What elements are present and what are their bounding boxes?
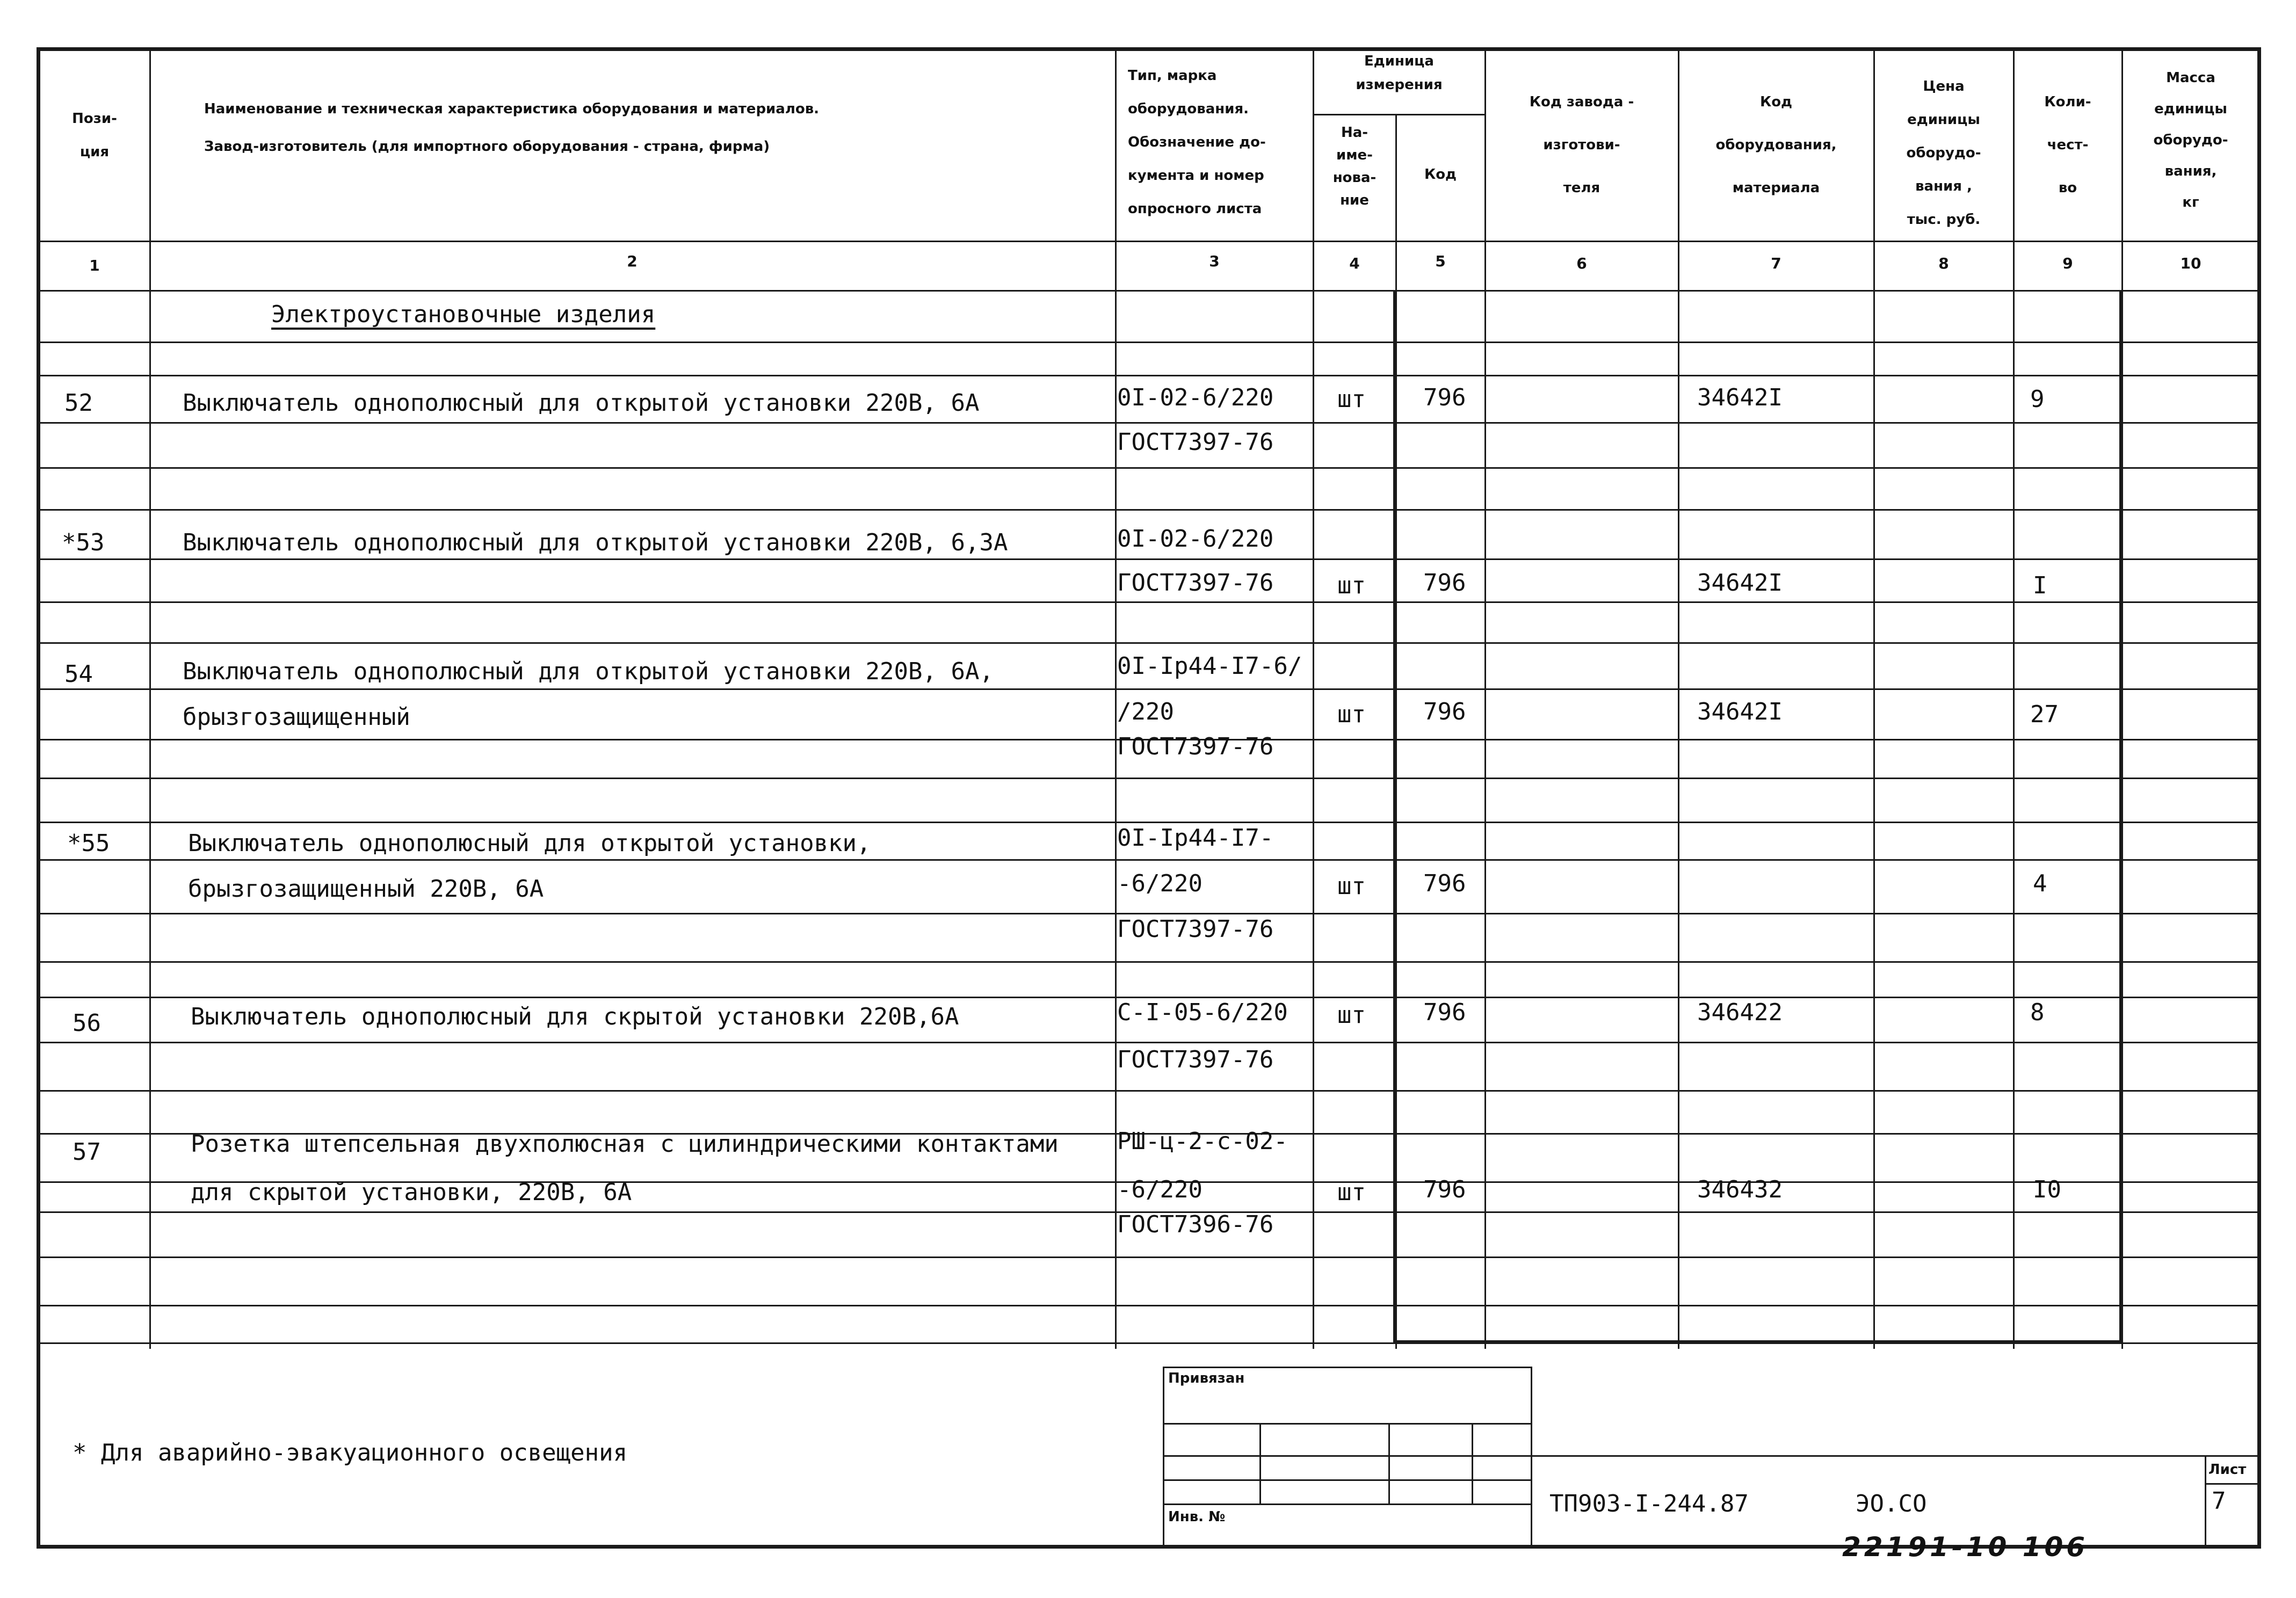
header-line: кг [2182,194,2199,210]
header-line: Код [1424,166,1457,183]
row-line [37,642,2261,644]
row-position: 56 [73,1009,101,1037]
row-name: брызгозащищенный [183,703,410,731]
row-line [37,601,2261,603]
header-line: Обозначение до- [1128,134,1266,150]
header-line: единицы [1907,112,1980,128]
header-quantity [2015,81,2120,209]
row-type: 0I-Iр44-I7-6/ [1117,652,1302,680]
header-name [204,90,1106,165]
doc-mark: ЭО.СО [1856,1490,1927,1517]
header-unit-group [1315,49,1483,97]
doc-block-top-line [1531,1455,2261,1457]
row-equipment-code: 346432 [1697,1176,1783,1203]
doc-code: ТП903-I-244.87 [1549,1490,1749,1517]
header-bottom-line [37,241,2261,242]
row-type: -6/220 [1117,1176,1203,1203]
row-line [37,997,2261,998]
row-line [37,467,2261,469]
colnum-7: 7 [1771,255,1781,272]
frame-top-border [37,47,2261,51]
header-line: кумента и номер [1128,168,1264,184]
colnum-6: 6 [1576,255,1587,272]
frame-left-border [37,47,40,1549]
handwritten-archive-number: 22191-10 106 [1842,1531,2089,1563]
row-line [37,859,2261,861]
header-line: Тип, марка [1128,68,1217,84]
row-unit: шт [1337,386,1366,413]
row-line [37,688,2261,690]
row-name: Выключатель однополюсный для открытой установки 220В, 6А, [183,658,994,685]
header-line: измерения [1356,77,1443,93]
row-type: 0I-02-6/220 [1117,525,1274,553]
stamp-line [1163,1503,1532,1505]
row-unit: шт [1337,1001,1366,1029]
row-name: Выключатель однополюсный для открытой установки, [188,830,871,857]
header-line: Завод-изготовитель (для импортного оборудования - страна, фирма) [204,139,770,155]
col-line-1 [149,47,151,1349]
row-unit-code: 796 [1423,569,1466,597]
row-name: Выключатель однополюсный для скрытой установки 220В,6А [191,1003,959,1030]
row-type: ГОСТ7397-76 [1117,733,1274,760]
colnum-2: 2 [627,252,638,270]
colnum-8: 8 [1938,255,1949,272]
stamp-line [1472,1423,1473,1503]
row-type: /220 [1117,698,1174,725]
header-line: оборудования, [1715,137,1837,153]
header-line: Единица [1364,53,1434,69]
header-line: Код завода - [1529,94,1634,110]
row-line [37,1042,2261,1043]
header-line: оборудо- [1906,145,1981,161]
stamp-top-line [1163,1367,1532,1368]
header-line: Цена [1923,78,1965,95]
col-line-6 [1678,47,1679,1349]
header-line: Масса [2166,70,2215,86]
row-equipment-code: 34642I [1697,569,1783,597]
row-quantity: I [2033,572,2047,599]
colnum-10: 10 [2180,255,2201,272]
row-line [37,558,2261,560]
row-type: 0I-02-6/220 [1117,384,1274,411]
stamp-line [1259,1423,1261,1503]
header-unit-name [1315,121,1394,212]
header-line: тыс. руб. [1907,212,1981,228]
row-name: брызгозащищенный 220В, 6А [188,875,544,903]
header-line: опросного листа [1128,201,1262,217]
header-line: име- [1336,147,1373,163]
stamp-line [1163,1479,1532,1481]
col-line-5 [1484,47,1486,1349]
section-title: Электроустановочные изделия [271,301,656,328]
row-equipment-code: 346422 [1697,999,1783,1026]
sheet-number: 7 [2212,1487,2226,1515]
row-position: *55 [67,830,110,857]
row-line [37,342,2261,343]
header-price [1875,70,2012,236]
row-line [37,822,2261,823]
header-line: изготови- [1543,137,1620,153]
col-line-7 [1873,47,1875,1349]
header-line: Пози- [72,111,117,127]
header-line: ние [1340,192,1369,208]
row-type: ГОСТ7396-76 [1117,1211,1274,1238]
colnum-4: 4 [1349,255,1360,272]
header-line: вания, [2164,163,2217,179]
row-type: ГОСТ7397-76 [1117,1046,1274,1073]
colnum-5: 5 [1435,252,1446,270]
header-line: во [2058,180,2077,196]
header-mass [2124,62,2258,218]
header-line: На- [1341,125,1368,141]
frame-right-border [2257,47,2261,1549]
header-position [42,102,147,169]
row-line [37,1342,2261,1344]
row-position: *53 [62,529,105,556]
header-unit-code [1397,158,1483,191]
row-unit-code: 796 [1423,999,1466,1026]
row-line [37,913,2261,914]
row-type: 0I-Iр44-I7- [1117,824,1274,852]
row-quantity: I0 [2033,1176,2061,1203]
row-quantity: 8 [2030,999,2045,1026]
footnote: * Для аварийно-эвакуационного освещения [73,1439,628,1466]
header-line: теля [1563,180,1600,196]
row-unit-code: 796 [1423,698,1466,725]
header-line: оборудо- [2153,132,2228,148]
stamp-privyazan: Привязан [1168,1370,1245,1386]
unit-group-line [1313,114,1484,115]
header-line: ция [79,144,110,160]
row-type: ГОСТ7397-76 [1117,916,1274,943]
sheet-label: Лист [2208,1462,2247,1478]
row-line [37,1256,2261,1258]
row-quantity: 9 [2030,386,2045,413]
row-type: ГОСТ7397-76 [1117,569,1274,597]
row-line [37,375,2261,376]
row-equipment-code: 34642I [1697,698,1783,725]
row-equipment-code: 34642I [1697,384,1783,411]
col-line-8 [2013,47,2015,1349]
stamp-inv: Инв. № [1168,1509,1226,1525]
row-name: Выключатель однополюсный для открытой установки 220В, 6А [183,389,980,417]
bold-box-left [1393,290,1397,1342]
colnum-3: 3 [1209,252,1220,270]
row-quantity: 27 [2030,701,2059,728]
colnum-9: 9 [2062,255,2073,272]
header-line: нова- [1332,170,1377,186]
row-type: С-I-05-6/220 [1117,999,1288,1026]
row-line [37,778,2261,779]
header-line: материала [1732,180,1820,196]
row-position: 52 [64,389,93,417]
sheet-box-divider [2205,1483,2261,1485]
row-line [37,1305,2261,1306]
row-type: ГОСТ7397-76 [1117,428,1274,456]
row-name: для скрытой установки, 220В, 6А [191,1179,632,1206]
row-type: РШ-ц-2-с-02- [1117,1128,1288,1155]
header-line: Наименование и техническая характеристика оборудования и материалов. [204,101,820,117]
row-line [37,422,2261,424]
sheet-box-left [2205,1455,2206,1546]
header-line: вания , [1915,178,1972,194]
row-position: 57 [73,1138,101,1166]
header-type [1128,59,1310,226]
row-quantity: 4 [2033,870,2047,897]
row-unit: шт [1337,873,1366,900]
row-name: Розетка штепсельная двухполюсная с цилиндрическими контактами [191,1130,1059,1158]
row-name: Выключатель однополюсный для открытой установки 220В, 6,3А [183,529,1008,556]
row-unit-code: 796 [1423,1176,1466,1203]
header-factory-code [1487,81,1677,209]
row-unit: шт [1337,1179,1366,1206]
stamp-line [1163,1423,1532,1425]
col-line-3 [1313,47,1314,1349]
row-unit: шт [1337,701,1366,728]
row-unit-code: 796 [1423,870,1466,897]
header-line: Коли- [2044,94,2091,110]
row-position: 54 [64,660,93,688]
row-unit-code: 796 [1423,384,1466,411]
colnum-bottom-line [37,290,2261,292]
row-line [37,509,2261,511]
header-line: единицы [2154,101,2227,117]
stamp-line [1163,1455,1532,1457]
row-line [37,961,2261,963]
row-unit: шт [1337,572,1366,599]
header-line: чест- [2047,137,2089,153]
col-line-2 [1115,47,1117,1349]
stamp-line [1388,1423,1390,1503]
header-line: Код [1759,94,1793,110]
header-line: оборудования. [1128,101,1249,117]
bold-box-right [2119,290,2123,1342]
header-equipment-code [1680,81,1872,209]
row-type: -6/220 [1117,870,1203,897]
row-line [37,1090,2261,1092]
colnum-1: 1 [89,257,100,274]
